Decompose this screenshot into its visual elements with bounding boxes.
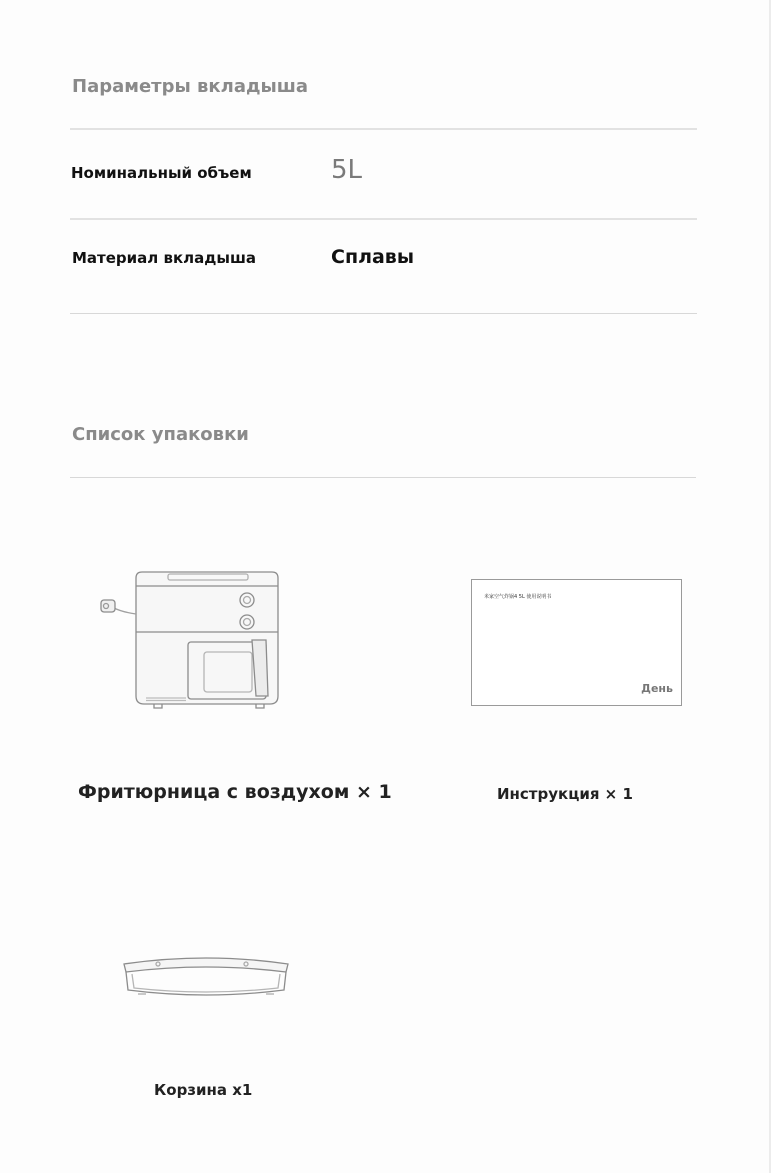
manual-cover-title: 米家空气炸锅4 5L 使用说明书 <box>484 594 552 600</box>
divider <box>70 313 697 314</box>
air-fryer-illustration <box>96 566 286 716</box>
divider <box>70 128 697 130</box>
package-list-title: Список упаковки <box>72 424 249 445</box>
basket-caption: Корзина x1 <box>154 1081 253 1099</box>
material-label: Материал вкладыша <box>72 249 257 267</box>
divider <box>70 477 696 478</box>
basket-illustration <box>118 950 294 1002</box>
air-fryer-caption: Фритюрница с воздухом × 1 <box>78 781 392 803</box>
manual-cover-day: День <box>641 682 673 695</box>
liner-params-title: Параметры вкладыша <box>72 76 309 97</box>
manual-caption: Инструкция × 1 <box>497 785 633 803</box>
capacity-label: Номинальный объем <box>71 164 252 182</box>
capacity-value: 5L <box>331 155 363 185</box>
material-value: Сплавы <box>331 246 415 268</box>
manual-illustration <box>471 579 682 706</box>
divider <box>70 218 697 220</box>
